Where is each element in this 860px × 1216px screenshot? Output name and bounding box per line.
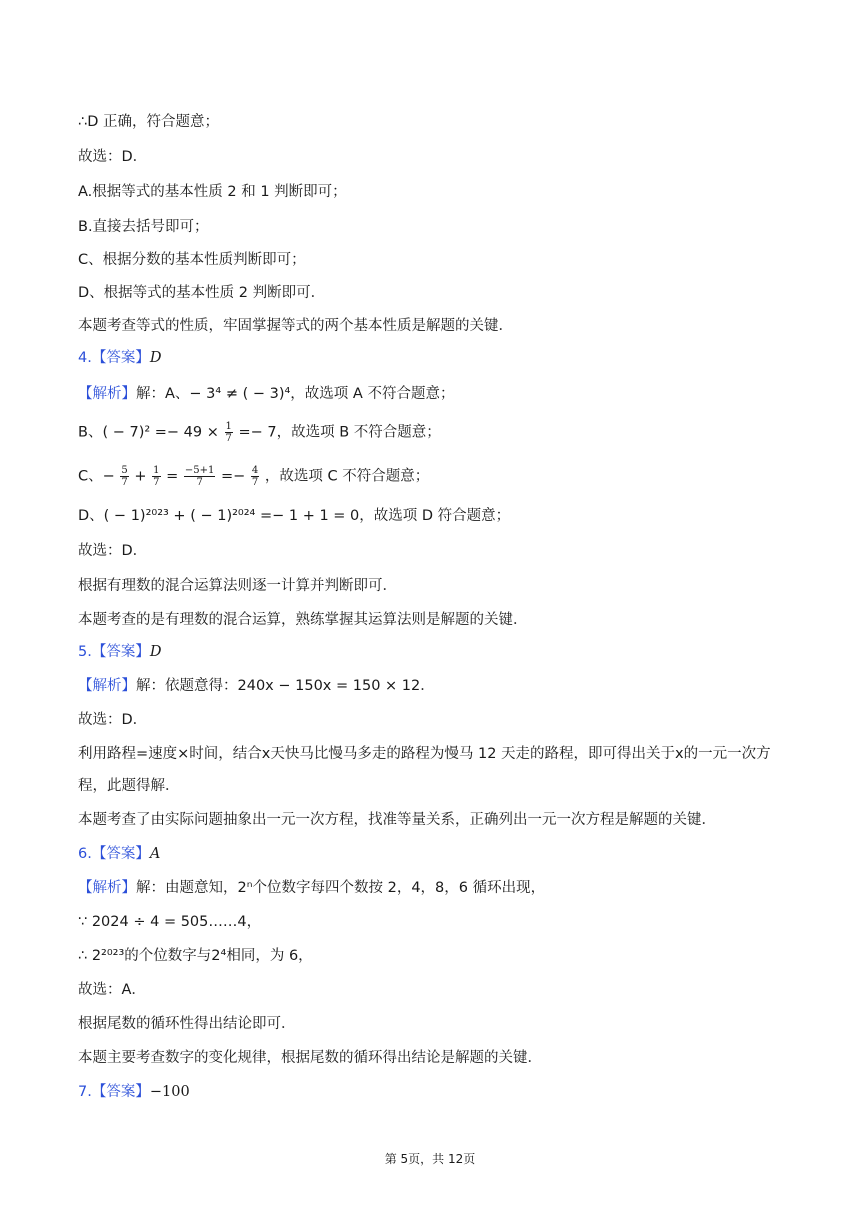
formula-line-q4c: [78, 465, 429, 488]
analysis-text: 解：A、− 3⁴ ≠ ( − 3)⁴，故选项 A 不符合题意；: [136, 386, 455, 402]
page-footer: 第 5页，共 12页: [384, 1152, 476, 1166]
text-line: 故选：D．: [78, 543, 148, 559]
text-line: 故选：D．: [78, 149, 148, 165]
analysis-line-q5: [78, 676, 435, 696]
fraction: $\frac{1}{7}$: [225, 421, 232, 444]
answer-value: D: [149, 350, 162, 366]
text-line: 故选：A．: [78, 982, 146, 998]
text-line: 根据有理数的混合运算法则逐一计算并判断即可．: [78, 578, 397, 594]
text-line: ∴D 正确，符合题意；: [78, 114, 219, 130]
formula-text: ，故选项 C 不符合题意；: [264, 468, 430, 485]
text-line: 本题考查了由实际问题抽象出一元一次方程，找准等量关系，正确列出一元一次方程是解题的关键．: [78, 812, 716, 828]
formula-text: +: [134, 468, 147, 485]
answer-line-q4: [78, 348, 161, 368]
analysis-tag: 【解析】: [78, 880, 136, 896]
text-line: B.直接去括号即可；: [78, 219, 209, 235]
analysis-text: 解：依题意得：240x − 150x = 150 × 12．: [136, 678, 435, 694]
text-line: D、根据等式的基本性质 2 判断即可．: [78, 285, 326, 301]
fraction: $\frac{4}{7}$: [251, 465, 259, 488]
text-line: 根据尾数的循环性得出结论即可．: [78, 1016, 296, 1032]
formula-text: C、−: [78, 468, 115, 485]
text-line: 本题考查等式的性质，牢固掌握等式的两个基本性质是解题的关键．: [78, 318, 513, 334]
text-line: A.根据等式的基本性质 2 和 1 判断即可；: [78, 184, 347, 200]
formula-text: =−: [220, 468, 246, 485]
analysis-tag: 【解析】: [78, 678, 136, 694]
answer-line-q5: [78, 642, 161, 662]
answer-line-q7: [78, 1082, 190, 1102]
fraction: $\frac{1}{7}$: [153, 465, 160, 488]
answer-value: −100: [149, 1084, 190, 1100]
answer-tag: 【答案】: [91, 846, 150, 862]
fraction: $\frac{5}{7}$: [121, 465, 128, 488]
formula-text: =: [166, 468, 179, 485]
text-line: 本题主要考查数字的变化规律，根据尾数的循环得出结论是解题的关键．: [78, 1050, 542, 1066]
question-number: 7.: [78, 1084, 92, 1100]
analysis-line-q6: [78, 878, 545, 898]
formula-text: =− 7，故选项 B 不符合题意；: [238, 424, 441, 441]
answer-line-q6: [78, 844, 160, 864]
text-line: ∵ 2024 ÷ 4 = 505……4，: [78, 914, 262, 930]
formula-line-q4b: [78, 421, 441, 444]
answer-tag: 【答案】: [91, 644, 150, 660]
question-number: 4.: [78, 350, 92, 366]
formula-text: B、( − 7)² =− 49 ×: [78, 424, 219, 441]
text-line: 故选：D．: [78, 712, 148, 728]
answer-tag: 【答案】: [91, 1084, 150, 1100]
text-line: C、根据分数的基本性质判断即可；: [78, 252, 306, 268]
question-number: 5.: [78, 644, 92, 660]
question-number: 6.: [78, 846, 92, 862]
answer-tag: 【答案】: [91, 350, 150, 366]
text-line: ∴ 2²⁰²³的个位数字与2⁴相同，为 6，: [78, 948, 313, 964]
text-line: 本题考查的是有理数的混合运算，熟练掌握其运算法则是解题的关键．: [78, 612, 528, 628]
text-paragraph: 利用路程=速度×时间，结合x天快马比慢马多走的路程为慢马 12 天走的路程，即可得出关于x的一元一次方程，此题得解．: [78, 746, 771, 794]
answer-value: D: [149, 644, 162, 660]
answer-value: A: [149, 846, 161, 862]
fraction: $\frac{-5+1}{7}$: [184, 465, 215, 488]
analysis-text: 解：由题意知，2ⁿ个位数字每四个数按 2，4，8，6 循环出现，: [136, 880, 546, 896]
analysis-line-q4: [78, 384, 454, 404]
analysis-tag: 【解析】: [78, 386, 136, 402]
text-line: D、( − 1)²⁰²³ + ( − 1)²⁰²⁴ =− 1 + 1 = 0，故选项 D 符合题意；: [78, 508, 511, 524]
